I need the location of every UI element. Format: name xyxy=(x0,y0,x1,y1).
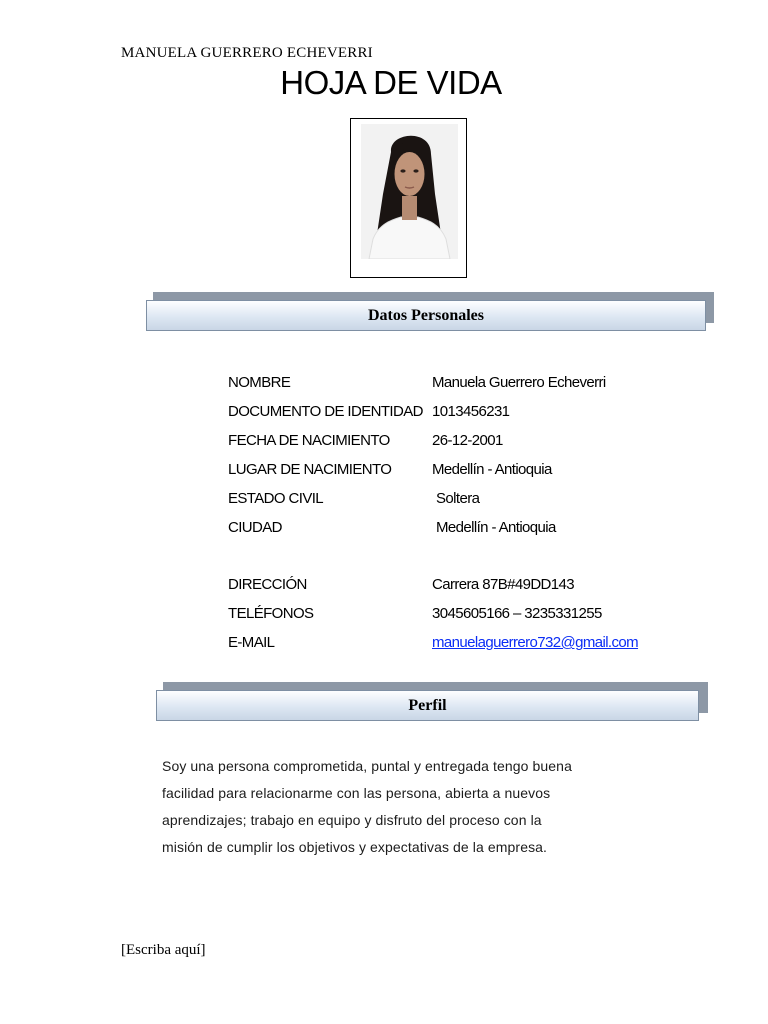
profile-photo-frame xyxy=(350,118,467,278)
info-label: FECHA DE NACIMIENTO xyxy=(228,432,390,449)
info-label: TELÉFONOS xyxy=(228,605,314,622)
profile-line: misión de cumplir los objetivos y expectativas de la empresa. xyxy=(162,839,548,855)
info-label: DIRECCIÓN xyxy=(228,576,307,593)
info-value: Carrera 87B#49DD143 xyxy=(432,576,575,593)
info-value: Medellín - Antioquia xyxy=(432,461,552,478)
info-value: 3045605166 – 3235331255 xyxy=(432,605,602,622)
info-row-direccion xyxy=(228,576,708,598)
info-row-fecha-nacimiento xyxy=(228,432,708,454)
info-row-lugar-nacimiento xyxy=(228,461,708,483)
perfil-heading: Perfil xyxy=(156,690,699,721)
email-link[interactable]: manuelaguerrero732@gmail.com xyxy=(432,634,639,651)
info-value: Manuela Guerrero Echeverri xyxy=(432,374,606,391)
info-label: E-MAIL xyxy=(228,634,275,651)
profile-line: Soy una persona comprometida, puntal y entregada tengo buena xyxy=(162,758,572,774)
perfil-bar xyxy=(156,682,708,722)
profile-line: aprendizajes; trabajo en equipo y disfruto del proceso con la xyxy=(162,812,542,828)
datos-personales-bar xyxy=(146,292,714,332)
profile-photo xyxy=(361,124,458,259)
profile-line: facilidad para relacionarme con las persona, abierta a nuevos xyxy=(162,785,551,801)
footer-placeholder[interactable]: [Escriba aquí] xyxy=(121,942,206,958)
info-label: NOMBRE xyxy=(228,374,291,391)
info-row-documento xyxy=(228,403,708,425)
document-title: HOJA DE VIDA xyxy=(280,64,502,101)
info-value: 26-12-2001 xyxy=(432,432,503,449)
info-label: CIUDAD xyxy=(228,519,282,536)
info-value: 1013456231 xyxy=(432,403,510,420)
info-label: DOCUMENTO DE IDENTIDAD xyxy=(228,403,423,420)
profile-photo-image xyxy=(361,124,458,259)
profile-paragraph xyxy=(162,753,612,861)
info-value: Soltera xyxy=(436,490,480,507)
info-row-email xyxy=(228,634,708,656)
info-label: LUGAR DE NACIMIENTO xyxy=(228,461,392,478)
info-label: ESTADO CIVIL xyxy=(228,490,324,507)
info-value: Medellín - Antioquia xyxy=(436,519,556,536)
info-row-telefonos xyxy=(228,605,708,627)
info-row-estado-civil xyxy=(228,490,708,512)
header-name: MANUELA GUERRERO ECHEVERRI xyxy=(121,45,373,61)
info-row-nombre xyxy=(228,374,708,396)
datos-personales-heading: Datos Personales xyxy=(146,300,706,331)
info-row-ciudad xyxy=(228,519,708,541)
